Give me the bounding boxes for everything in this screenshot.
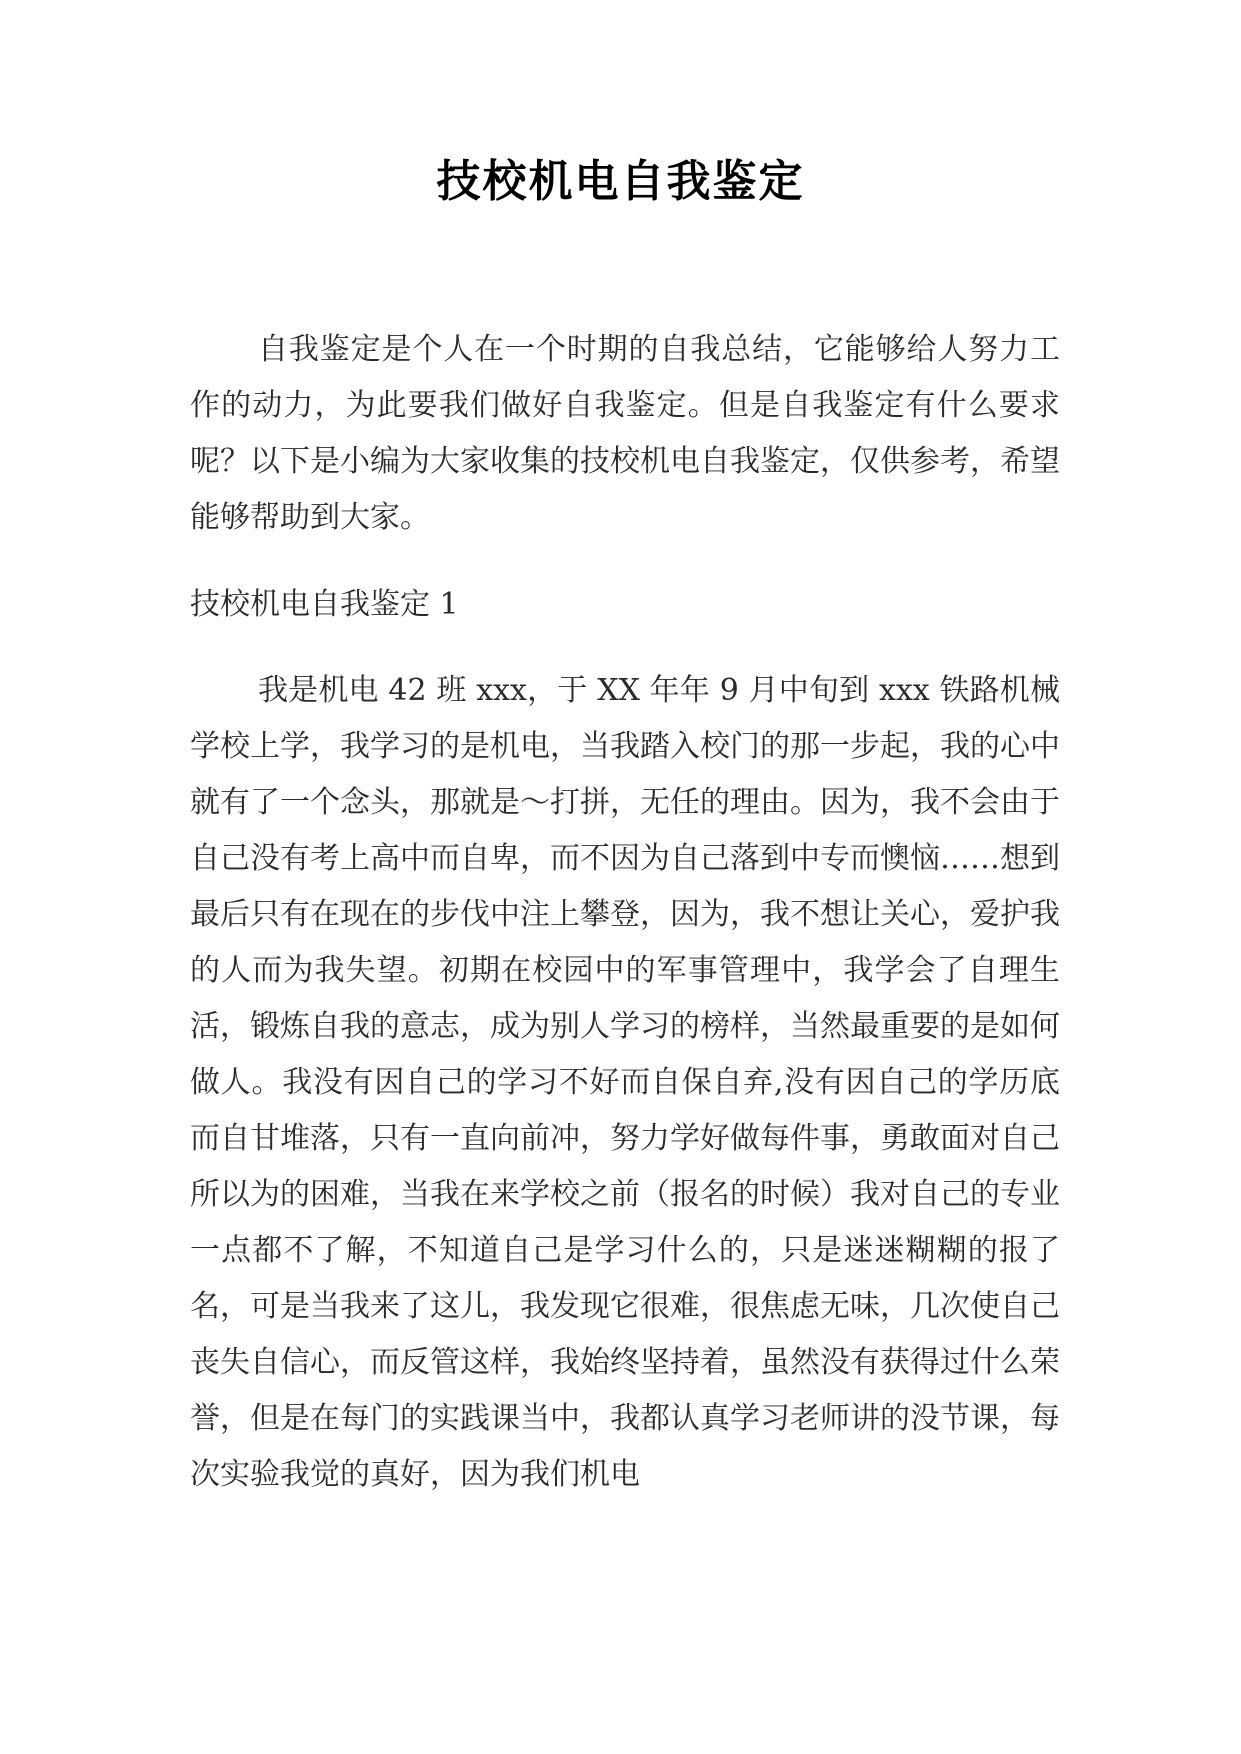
section-heading: 技校机电自我鉴定 1 xyxy=(190,587,459,622)
intro-paragraph: 自我鉴定是个人在一个时期的自我总结，它能够给人努力工作的动力，为此要我们做好自我鉴定。但是自我鉴定有什么要求呢？以下是小编为大家收集的技校机电自我鉴定，仅供参考，希望能够帮助到大家。 xyxy=(190,332,1060,535)
section-paragraph: 我是机电 42 班 xxx，于 XX 年年 9 月中旬到 xxx 铁路机械学校上学，我学习的是机电，当我踏入校门的那一步起，我的心中就有了一个念头，那就是～打拼，无任的理由。因为，我不会由于自己没有考上高中而自卑，而不因为自己落到中专而懊恼……想到最后只有在现在的步伐中注上攀登，因为，我不想让关心，爱护我的人而为我失望。初期在校园中的军事管理中，我学会了自理生活，锻炼自我的意志，成为别人学习的榜样，当然最重要的是如何做人。我没有因自己的学习不好而自保自弃,没有因自己的学历底而自甘堆落，只有一直向前冲，努力学好做每件事，勇敢面对自己所以为的困难，当我在来学校之前（报名的时候）我对自己的专业一点都不了解，不知道自己是学习什么的，只是迷迷糊糊的报了名，可是当我来了这儿，我发现它很难，很焦虑无味，几次使自己丧失自信心，而反管这样，我始终坚持着，虽然没有获得过什么荣誉，但是在每门的实践课当中，我都认真学习老师讲的没节课，每次实验我觉的真好，因为我们机电 xyxy=(190,673,1060,1492)
document-title: 技校机电自我鉴定 xyxy=(436,156,805,207)
